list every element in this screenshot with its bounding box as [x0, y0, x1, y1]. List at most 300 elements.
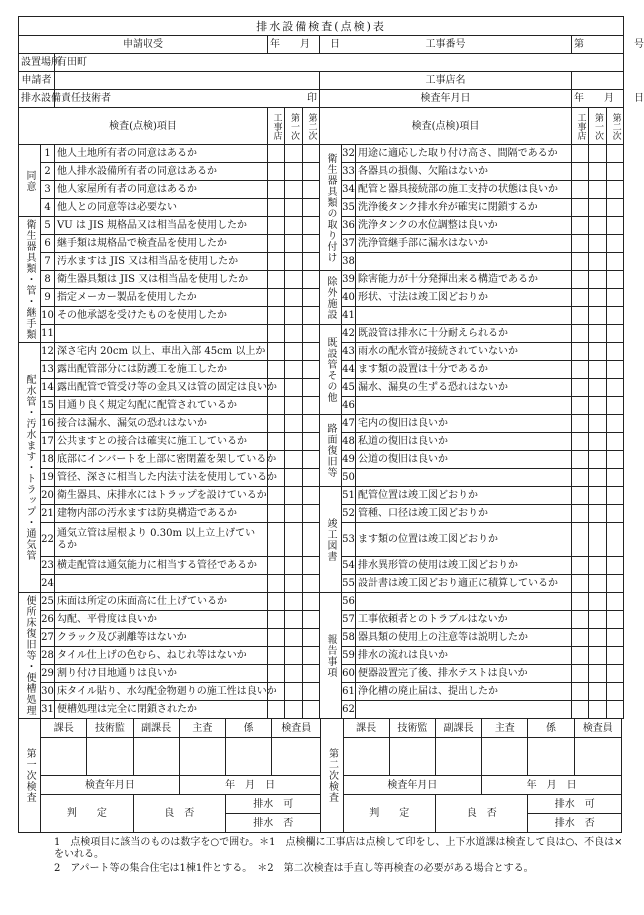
first-drain-ng[interactable]: 排水 否 — [225, 814, 320, 833]
right-check-second[interactable] — [607, 469, 624, 487]
right-check-contractor[interactable] — [572, 523, 589, 557]
right-check-first[interactable] — [589, 505, 607, 523]
right-check-contractor[interactable] — [572, 575, 589, 593]
first-role-header: 検査員 — [272, 719, 321, 738]
left-check-second[interactable] — [303, 523, 320, 557]
right-check-contractor[interactable] — [572, 611, 589, 629]
right-check-second[interactable] — [607, 593, 624, 611]
left-check-contractor[interactable] — [268, 361, 285, 379]
right-item-text — [356, 469, 572, 487]
left-check-contractor[interactable] — [268, 433, 285, 451]
left-check-first[interactable] — [285, 683, 303, 701]
left-check-contractor[interactable] — [268, 593, 285, 611]
right-check-second[interactable] — [607, 379, 624, 397]
left-item-text: 建物内部の汚水ますは防臭構造であるか — [55, 505, 268, 523]
right-check-contractor[interactable] — [572, 469, 589, 487]
left-check-second[interactable] — [303, 629, 320, 647]
first-role-header: 副課長 — [133, 719, 179, 738]
right-check-first[interactable] — [589, 217, 607, 235]
left-item-text: クラック及び剥離等はないか — [55, 629, 268, 647]
left-check-first[interactable] — [285, 253, 303, 271]
left-item-number: 14 — [41, 379, 55, 397]
second-role-stamp[interactable] — [435, 738, 481, 776]
right-item-number: 60 — [342, 665, 356, 683]
left-item-text: 汚水ますは JIS 又は相当品を使用したか — [55, 253, 268, 271]
right-check-second[interactable] — [607, 235, 624, 253]
first-role-header: 課長 — [41, 719, 87, 738]
left-item-number: 29 — [41, 665, 55, 683]
left-check-second[interactable] — [303, 557, 320, 575]
first-role-stamp[interactable] — [179, 738, 225, 776]
right-check-contractor[interactable] — [572, 235, 589, 253]
left-check-second[interactable] — [303, 325, 320, 343]
right-item-number: 44 — [342, 361, 356, 379]
left-check-contractor[interactable] — [268, 163, 285, 181]
right-check-second[interactable] — [607, 163, 624, 181]
left-check-contractor[interactable] — [268, 611, 285, 629]
right-check-contractor[interactable] — [572, 415, 589, 433]
right-item-number: 51 — [342, 487, 356, 505]
left-check-first[interactable] — [285, 307, 303, 325]
location-value[interactable]: 有田町 — [55, 54, 624, 72]
right-item-number: 59 — [342, 647, 356, 665]
right-check-second[interactable] — [607, 451, 624, 469]
right-check-first[interactable] — [589, 611, 607, 629]
left-check-second[interactable] — [303, 433, 320, 451]
left-check-first[interactable] — [285, 665, 303, 683]
note-1: 1 点検項目に該当のものは数字を○で囲む。＊1 点検欄に工事店は点検して印をし、上下水道課は検査して良は○、不良は×をいれる。 — [54, 837, 623, 860]
left-check-contractor[interactable] — [268, 487, 285, 505]
left-check-second[interactable] — [303, 271, 320, 289]
right-check-contractor[interactable] — [572, 199, 589, 217]
work-no-value[interactable]: 第 号 — [572, 36, 624, 54]
second-role-header: 課長 — [343, 719, 389, 738]
right-item-text: 私道の復旧は良いか — [356, 433, 572, 451]
right-check-contractor[interactable] — [572, 557, 589, 575]
left-check-second[interactable] — [303, 647, 320, 665]
right-check-contractor[interactable] — [572, 487, 589, 505]
left-check-second[interactable] — [303, 611, 320, 629]
left-item-text — [55, 325, 268, 343]
left-check-first[interactable] — [285, 469, 303, 487]
left-check-contractor[interactable] — [268, 647, 285, 665]
right-check-second[interactable] — [607, 289, 624, 307]
left-check-second[interactable] — [303, 469, 320, 487]
right-item-text: 洗浄後タンク排水弁が確実に閉鎖するか — [356, 199, 572, 217]
right-check-contractor[interactable] — [572, 593, 589, 611]
left-check-contractor[interactable] — [268, 505, 285, 523]
left-check-contractor[interactable] — [268, 307, 285, 325]
left-check-first[interactable] — [285, 575, 303, 593]
right-check-second[interactable] — [607, 487, 624, 505]
left-check-second[interactable] — [303, 683, 320, 701]
right-check-first[interactable] — [589, 487, 607, 505]
left-check-contractor[interactable] — [268, 575, 285, 593]
right-check-second[interactable] — [607, 683, 624, 701]
left-check-contractor[interactable] — [268, 145, 285, 163]
right-check-first[interactable] — [589, 451, 607, 469]
right-check-second[interactable] — [607, 557, 624, 575]
right-check-first[interactable] — [589, 181, 607, 199]
right-check-contractor[interactable] — [572, 683, 589, 701]
left-check-second[interactable] — [303, 163, 320, 181]
right-check-first[interactable] — [589, 469, 607, 487]
left-check-contractor[interactable] — [268, 325, 285, 343]
left-item-text: 他人土地所有者の同意はあるか — [55, 145, 268, 163]
left-check-second[interactable] — [303, 487, 320, 505]
left-check-contractor[interactable] — [268, 199, 285, 217]
left-check-first[interactable] — [285, 523, 303, 557]
right-item-number: 37 — [342, 235, 356, 253]
right-check-first[interactable] — [589, 701, 607, 719]
contractor-value[interactable] — [572, 72, 624, 90]
items-body — [19, 145, 624, 719]
left-item-number: 22 — [41, 523, 55, 557]
left-check-contractor[interactable] — [268, 523, 285, 557]
right-check-first[interactable] — [589, 593, 607, 611]
right-item-text: 雨水の配水管が接続されていないか — [356, 343, 572, 361]
right-check-contractor[interactable] — [572, 397, 589, 415]
left-item-number: 28 — [41, 647, 55, 665]
right-item-number: 34 — [342, 181, 356, 199]
right-check-contractor[interactable] — [572, 629, 589, 647]
left-group-consent: 同意 — [19, 145, 41, 217]
left-check-first[interactable] — [285, 487, 303, 505]
right-check-second[interactable] — [607, 145, 624, 163]
left-check-first[interactable] — [285, 199, 303, 217]
left-check-first[interactable] — [285, 217, 303, 235]
second-pass-fail[interactable]: 良 否 — [435, 795, 527, 833]
left-item-number: 11 — [41, 325, 55, 343]
left-check-second[interactable] — [303, 199, 320, 217]
left-check-first[interactable] — [285, 325, 303, 343]
right-item-text — [356, 397, 572, 415]
applicant-value[interactable] — [55, 72, 320, 90]
left-item-header: 検査(点検)項目 — [19, 108, 268, 145]
right-item-text — [356, 701, 572, 719]
left-item-text: 通気立管は屋根より 0.30m 以上立上げているか — [55, 523, 268, 557]
left-check-first[interactable] — [285, 145, 303, 163]
left-check-first[interactable] — [285, 361, 303, 379]
left-contractor-header: 工事店 — [268, 108, 285, 145]
second-role-stamp[interactable] — [482, 738, 528, 776]
left-check-first[interactable] — [285, 505, 303, 523]
right-check-first[interactable] — [589, 163, 607, 181]
right-item-text: 用途に適応した取り付け高さ、間隔であるか — [356, 145, 572, 163]
right-check-second[interactable] — [607, 343, 624, 361]
inspection-date-value[interactable]: 年 月 日 — [572, 90, 624, 108]
right-group-report: 報告事項 — [320, 593, 342, 719]
right-check-second[interactable] — [607, 361, 624, 379]
right-item-number: 58 — [342, 629, 356, 647]
right-item-text: 設計書は竣工図どおり適正に積算しているか — [356, 575, 572, 593]
right-check-first[interactable] — [589, 415, 607, 433]
first-role-stamp[interactable] — [225, 738, 271, 776]
left-item-number: 31 — [41, 701, 55, 719]
right-check-first[interactable] — [589, 397, 607, 415]
second-drain-ng[interactable]: 排水 否 — [528, 814, 622, 833]
left-check-first[interactable] — [285, 397, 303, 415]
bottom-body — [19, 719, 622, 833]
first-role-stamp[interactable] — [272, 738, 321, 776]
left-group-drain-pipes: 配水管・汚水ます・トラップ・通気管 — [19, 343, 41, 593]
left-check-contractor[interactable] — [268, 253, 285, 271]
left-check-contractor[interactable] — [268, 289, 285, 307]
right-check-first[interactable] — [589, 199, 607, 217]
left-check-second[interactable] — [303, 575, 320, 593]
application-date[interactable]: 年 月 日 — [268, 36, 320, 54]
right-check-first[interactable] — [589, 575, 607, 593]
left-check-contractor[interactable] — [268, 181, 285, 199]
right-group-existing: 既設管その他 — [320, 325, 342, 415]
right-second-header: 第二次 — [607, 108, 624, 145]
right-group-drawings: 竣工図書 — [320, 487, 342, 593]
right-check-second[interactable] — [607, 199, 624, 217]
right-check-contractor[interactable] — [572, 343, 589, 361]
right-item-number: 42 — [342, 325, 356, 343]
right-item-text: ます類の設置は十分であるか — [356, 361, 572, 379]
left-check-first[interactable] — [285, 451, 303, 469]
left-check-first[interactable] — [285, 593, 303, 611]
left-check-contractor[interactable] — [268, 629, 285, 647]
left-check-second[interactable] — [303, 361, 320, 379]
right-check-contractor[interactable] — [572, 701, 589, 719]
right-check-second[interactable] — [607, 325, 624, 343]
right-item-text — [356, 307, 572, 325]
right-group-fixture-install: 衛生器具類の取り付け — [320, 145, 342, 271]
right-check-contractor[interactable] — [572, 361, 589, 379]
left-check-first[interactable] — [285, 379, 303, 397]
right-check-contractor[interactable] — [572, 271, 589, 289]
right-check-contractor[interactable] — [572, 253, 589, 271]
first-role-stamp[interactable] — [41, 738, 87, 776]
right-check-first[interactable] — [589, 343, 607, 361]
note-2: 2 アパート等の集合住宅は1棟1件とする。 ＊2 第二次検査は手直し等再検査の必要がある場合とする。 — [54, 863, 534, 874]
right-check-contractor[interactable] — [572, 647, 589, 665]
right-item-text: 漏水、漏臭の生ずる恐れはないか — [356, 379, 572, 397]
left-check-second[interactable] — [303, 397, 320, 415]
left-check-contractor[interactable] — [268, 217, 285, 235]
left-item-text: 床タイル貼り、水勾配金物廻りの施工性は良いか — [55, 683, 268, 701]
left-check-second[interactable] — [303, 253, 320, 271]
left-check-first[interactable] — [285, 343, 303, 361]
left-check-first[interactable] — [285, 235, 303, 253]
right-group-removal: 除外施設 — [320, 271, 342, 325]
right-item-text: 管種、口径は竣工図どおりか — [356, 505, 572, 523]
left-check-first[interactable] — [285, 181, 303, 199]
right-check-second[interactable] — [607, 271, 624, 289]
right-check-first[interactable] — [589, 253, 607, 271]
right-check-first[interactable] — [589, 647, 607, 665]
left-check-contractor[interactable] — [268, 415, 285, 433]
left-check-second[interactable] — [303, 145, 320, 163]
right-item-number: 50 — [342, 469, 356, 487]
left-check-first[interactable] — [285, 163, 303, 181]
bottom-table — [18, 718, 622, 833]
left-item-text: 他人排水設備所有者の同意はあるか — [55, 163, 268, 181]
right-check-second[interactable] — [607, 665, 624, 683]
right-check-first[interactable] — [589, 557, 607, 575]
left-item-number: 7 — [41, 253, 55, 271]
left-check-contractor[interactable] — [268, 557, 285, 575]
right-check-first[interactable] — [589, 665, 607, 683]
right-check-contractor[interactable] — [572, 505, 589, 523]
left-item-text: 指定メーカー製品を使用したか — [55, 289, 268, 307]
right-check-second[interactable] — [607, 505, 624, 523]
right-item-text: 器具類の使用上の注意等は説明したか — [356, 629, 572, 647]
right-check-second[interactable] — [607, 433, 624, 451]
left-item-text: 底部にインバートを上部に密閉蓋を架しているか — [55, 451, 268, 469]
left-check-second[interactable] — [303, 415, 320, 433]
right-check-first[interactable] — [589, 433, 607, 451]
left-check-second[interactable] — [303, 379, 320, 397]
right-check-first[interactable] — [589, 379, 607, 397]
second-role-header: 技術監 — [389, 719, 435, 738]
left-check-contractor[interactable] — [268, 397, 285, 415]
right-check-contractor[interactable] — [572, 181, 589, 199]
left-item-number: 24 — [41, 575, 55, 593]
right-item-number: 62 — [342, 701, 356, 719]
second-date-value[interactable]: 年 月 日 — [482, 776, 622, 795]
right-check-second[interactable] — [607, 611, 624, 629]
left-check-second[interactable] — [303, 665, 320, 683]
second-drain-ok[interactable]: 排水 可 — [528, 795, 622, 814]
second-inspection-label: 第二次検査 — [321, 719, 343, 833]
left-item-number: 17 — [41, 433, 55, 451]
right-item-text: 除害能力が十分発揮出来る構造であるか — [356, 271, 572, 289]
left-check-first[interactable] — [285, 271, 303, 289]
left-check-second[interactable] — [303, 217, 320, 235]
right-check-second[interactable] — [607, 701, 624, 719]
right-check-first[interactable] — [589, 629, 607, 647]
left-item-number: 30 — [41, 683, 55, 701]
left-check-second[interactable] — [303, 289, 320, 307]
left-check-second[interactable] — [303, 307, 320, 325]
right-check-second[interactable] — [607, 397, 624, 415]
right-check-first[interactable] — [589, 523, 607, 557]
left-check-second[interactable] — [303, 701, 320, 719]
left-check-first[interactable] — [285, 415, 303, 433]
left-item-number: 26 — [41, 611, 55, 629]
left-check-second[interactable] — [303, 181, 320, 199]
left-check-second[interactable] — [303, 235, 320, 253]
first-role-stamp[interactable] — [133, 738, 179, 776]
work-no-label: 工事番号 — [320, 36, 572, 54]
left-check-first[interactable] — [285, 557, 303, 575]
first-role-header: 係 — [225, 719, 271, 738]
right-item-text: 工事依頼者とのトラブルはないか — [356, 611, 572, 629]
right-check-contractor[interactable] — [572, 145, 589, 163]
right-check-first[interactable] — [589, 289, 607, 307]
first-pass-fail[interactable]: 良 否 — [133, 795, 225, 833]
right-check-second[interactable] — [607, 181, 624, 199]
left-item-text: 接合は漏水、漏気の恐れはないか — [55, 415, 268, 433]
left-check-first[interactable] — [285, 289, 303, 307]
second-role-stamp[interactable] — [574, 738, 621, 776]
left-check-second[interactable] — [303, 505, 320, 523]
right-check-second[interactable] — [607, 217, 624, 235]
left-check-second[interactable] — [303, 451, 320, 469]
first-role-stamp[interactable] — [87, 738, 133, 776]
left-item-text: 継手類は規格品で検査品を使用したか — [55, 235, 268, 253]
left-check-contractor[interactable] — [268, 343, 285, 361]
right-check-contractor[interactable] — [572, 325, 589, 343]
right-check-first[interactable] — [589, 271, 607, 289]
left-item-text: 割り付け目地通りは良いか — [55, 665, 268, 683]
second-role-stamp[interactable] — [528, 738, 574, 776]
right-item-text: 形状、寸法は竣工図どおりか — [356, 289, 572, 307]
right-item-text: 洗浄管継手部に漏水はないか — [356, 235, 572, 253]
left-check-first[interactable] — [285, 433, 303, 451]
right-check-contractor[interactable] — [572, 163, 589, 181]
engineer-label: 排水設備責任技術者 — [19, 90, 55, 108]
second-role-stamp[interactable] — [389, 738, 435, 776]
right-item-text: 既設管は排水に十分耐えられるか — [356, 325, 572, 343]
right-check-second[interactable] — [607, 253, 624, 271]
right-check-contractor[interactable] — [572, 307, 589, 325]
right-check-first[interactable] — [589, 145, 607, 163]
first-date-value[interactable]: 年 月 日 — [179, 776, 321, 795]
right-item-number: 32 — [342, 145, 356, 163]
right-check-contractor[interactable] — [572, 665, 589, 683]
right-check-contractor[interactable] — [572, 451, 589, 469]
right-check-second[interactable] — [607, 415, 624, 433]
right-check-first[interactable] — [589, 325, 607, 343]
right-item-number: 36 — [342, 217, 356, 235]
left-group-fixtures-pipes: 衛生器具類・管・継手類 — [19, 217, 41, 343]
left-check-first[interactable] — [285, 701, 303, 719]
first-judgement-label: 判 定 — [41, 795, 133, 833]
right-check-second[interactable] — [607, 307, 624, 325]
right-group-road: 路面復旧等 — [320, 415, 342, 487]
left-item-text: 勾配、平骨度は良いか — [55, 611, 268, 629]
left-check-first[interactable] — [285, 629, 303, 647]
right-item-number: 40 — [342, 289, 356, 307]
left-check-first[interactable] — [285, 647, 303, 665]
right-item-text: 配管位置は竣工図どおりか — [356, 487, 572, 505]
right-contractor-header: 工事店 — [572, 108, 589, 145]
right-item-text: ます類の位置は竣工図どおりか — [356, 523, 572, 557]
second-role-stamp[interactable] — [343, 738, 389, 776]
second-role-header: 主査 — [482, 719, 528, 738]
left-check-second[interactable] — [303, 343, 320, 361]
left-check-second[interactable] — [303, 593, 320, 611]
left-check-contractor[interactable] — [268, 665, 285, 683]
right-check-first[interactable] — [589, 235, 607, 253]
left-item-text: 他人家屋所有者の同意はあるか — [55, 181, 268, 199]
right-item-text: 便器設置完了後、排水テストは良いか — [356, 665, 572, 683]
right-item-number: 47 — [342, 415, 356, 433]
left-check-contractor[interactable] — [268, 235, 285, 253]
first-drain-ok[interactable]: 排水 可 — [225, 795, 320, 814]
right-check-second[interactable] — [607, 575, 624, 593]
right-check-first[interactable] — [589, 307, 607, 325]
first-inspection-label: 第一次検査 — [19, 719, 41, 833]
right-check-first[interactable] — [589, 683, 607, 701]
right-check-first[interactable] — [589, 361, 607, 379]
right-check-contractor[interactable] — [572, 289, 589, 307]
left-check-contractor[interactable] — [268, 701, 285, 719]
right-check-contractor[interactable] — [572, 217, 589, 235]
right-check-second[interactable] — [607, 647, 624, 665]
left-check-first[interactable] — [285, 611, 303, 629]
right-check-second[interactable] — [607, 523, 624, 557]
left-check-contractor[interactable] — [268, 271, 285, 289]
right-check-contractor[interactable] — [572, 379, 589, 397]
form-table — [18, 16, 644, 719]
right-check-contractor[interactable] — [572, 433, 589, 451]
right-check-second[interactable] — [607, 629, 624, 647]
